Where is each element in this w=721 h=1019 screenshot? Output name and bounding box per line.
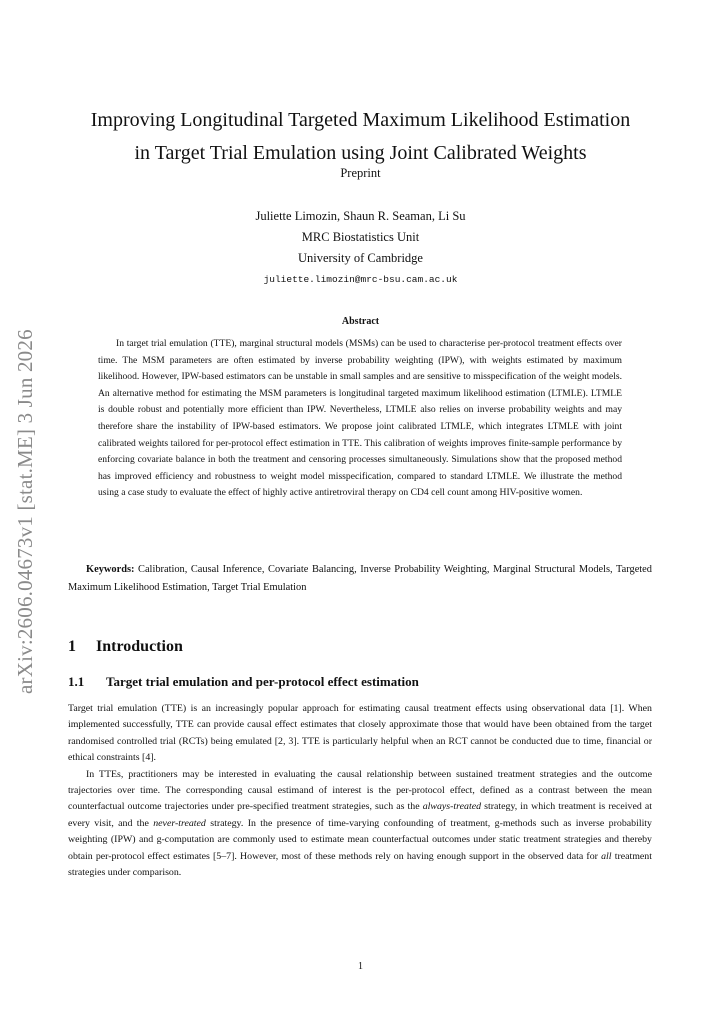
paragraph-1: Target trial emulation (TTE) is an increasingly popular approach for estimating causal treatment effects using observational data [1]. When implemented successfully, TTE can provide causal effect estimates that closely approximate those that would have been obtained from the target randomised controlled trial (RCTs) being emulated [2, 3]. TTE is particularly helpful when an RCT cannot be conducted due to time, financial or ethical constraints [4]. <box>68 703 652 764</box>
emphasis-all: all <box>601 850 612 862</box>
section-heading-introduction <box>68 638 183 656</box>
preprint-label: Preprint <box>340 166 381 180</box>
paragraph-2-part-d: treatment strategies under comparison. <box>68 850 652 879</box>
abstract-text: In target trial emulation (TTE), marginal structural models (MSMs) can be used to characterise per-protocol treatment effects over time. The MSM parameters are often estimated by inverse probability weighting (IPW), with weights estimated by maximum likelihood. However, IPW-based estimators can be unstable in small samples and are sensitive to misspecification of the weight models. An alternative method for estimating the MSM parameters is longitudinal targeted maximum likelihood estimation (LTMLE). LTMLE is double robust and potentially more efficient than IPW. Nevertheless, LTMLE also relies on inverse probability weights and may therefore share the instability of IPW-based estimators. We propose joint calibrated LTMLE, which integrates LTMLE with joint calibrated weights tailored for per-protocol effect estimation in TTE. This calibration of weights improves finite-sample performance by enforcing covariate balance in both the treatment and censoring processes simultaneously. Simulations show that the proposed method has improved efficiency and robustness to weight model misspecification, compared to standard LTMLE. We illustrate the method using a case study to evaluate the effect of highly active antiretroviral therapy on CD4 cell count among HIV-positive women. <box>98 338 622 499</box>
author-names: Juliette Limozin, Shaun R. Seaman, Li Su <box>255 209 466 223</box>
section-number: 1 <box>68 638 76 655</box>
title-line-1: Improving Longitudinal Targeted Maximum Likelihood Estimation <box>90 109 631 131</box>
section-title: Introduction <box>96 638 183 655</box>
emphasis-always-treated: always-treated <box>422 801 482 813</box>
subsection-number: 1.1 <box>68 674 85 689</box>
keywords-block <box>68 561 652 597</box>
page-number: 1 <box>358 961 363 972</box>
emphasis-never-treated: never-treated <box>153 817 206 829</box>
title-line-2: in Target Trial Emulation using Joint Calibrated Weights <box>134 142 587 164</box>
abstract-heading: Abstract <box>341 316 380 327</box>
body-text <box>68 701 652 881</box>
arxiv-identifier-sidebar: arXiv:2606.04673v1 [stat.ME] 3 Jun 2026 <box>13 329 37 694</box>
subsection-title: Target trial emulation and per-protocol effect estimation <box>106 674 419 689</box>
paragraph-2 <box>68 767 652 882</box>
keywords-text: Calibration, Causal Inference, Covariate Balancing, Inverse Probability Weighting, Marginal Structural Models, Targeted Maximum Likelihood Estimation, Target Trial Emulation <box>68 564 652 593</box>
paragraph-2-part-c: strategy. In the presence of time-varying confounding of treatment, g-methods such as inverse probability weighting (IPW) and g-computation are commonly used to estimate mean counterfactual outcomes under static treatment strategies and thereby obtain per-protocol effect estimates [5–7]. However, most of these methods rely on having enough support in the observed data for <box>68 817 652 862</box>
affiliation-unit: MRC Biostatistics Unit <box>301 230 420 244</box>
paper-title <box>40 104 681 170</box>
author-block <box>40 206 681 290</box>
paragraph-2-part-a: In TTEs, practitioners may be interested in evaluating the causal relationship between sustained treatment strategies and the outcome trajectories over time. The corresponding causal estimand of interest is the per-protocol effect, defined as a contrast between the mean counterfactual outcome trajectories under pre-specified treatment strategies, such as the <box>68 768 652 813</box>
keywords-label: Keywords: <box>86 564 135 575</box>
affiliation-university: University of Cambridge <box>298 251 423 265</box>
subsection-heading-tte <box>68 674 419 690</box>
paragraph-2-part-b: strategy, in which treatment is received at every visit, and the <box>68 801 652 829</box>
author-email: juliette.limozin@mrc-bsu.cam.ac.uk <box>263 274 458 285</box>
